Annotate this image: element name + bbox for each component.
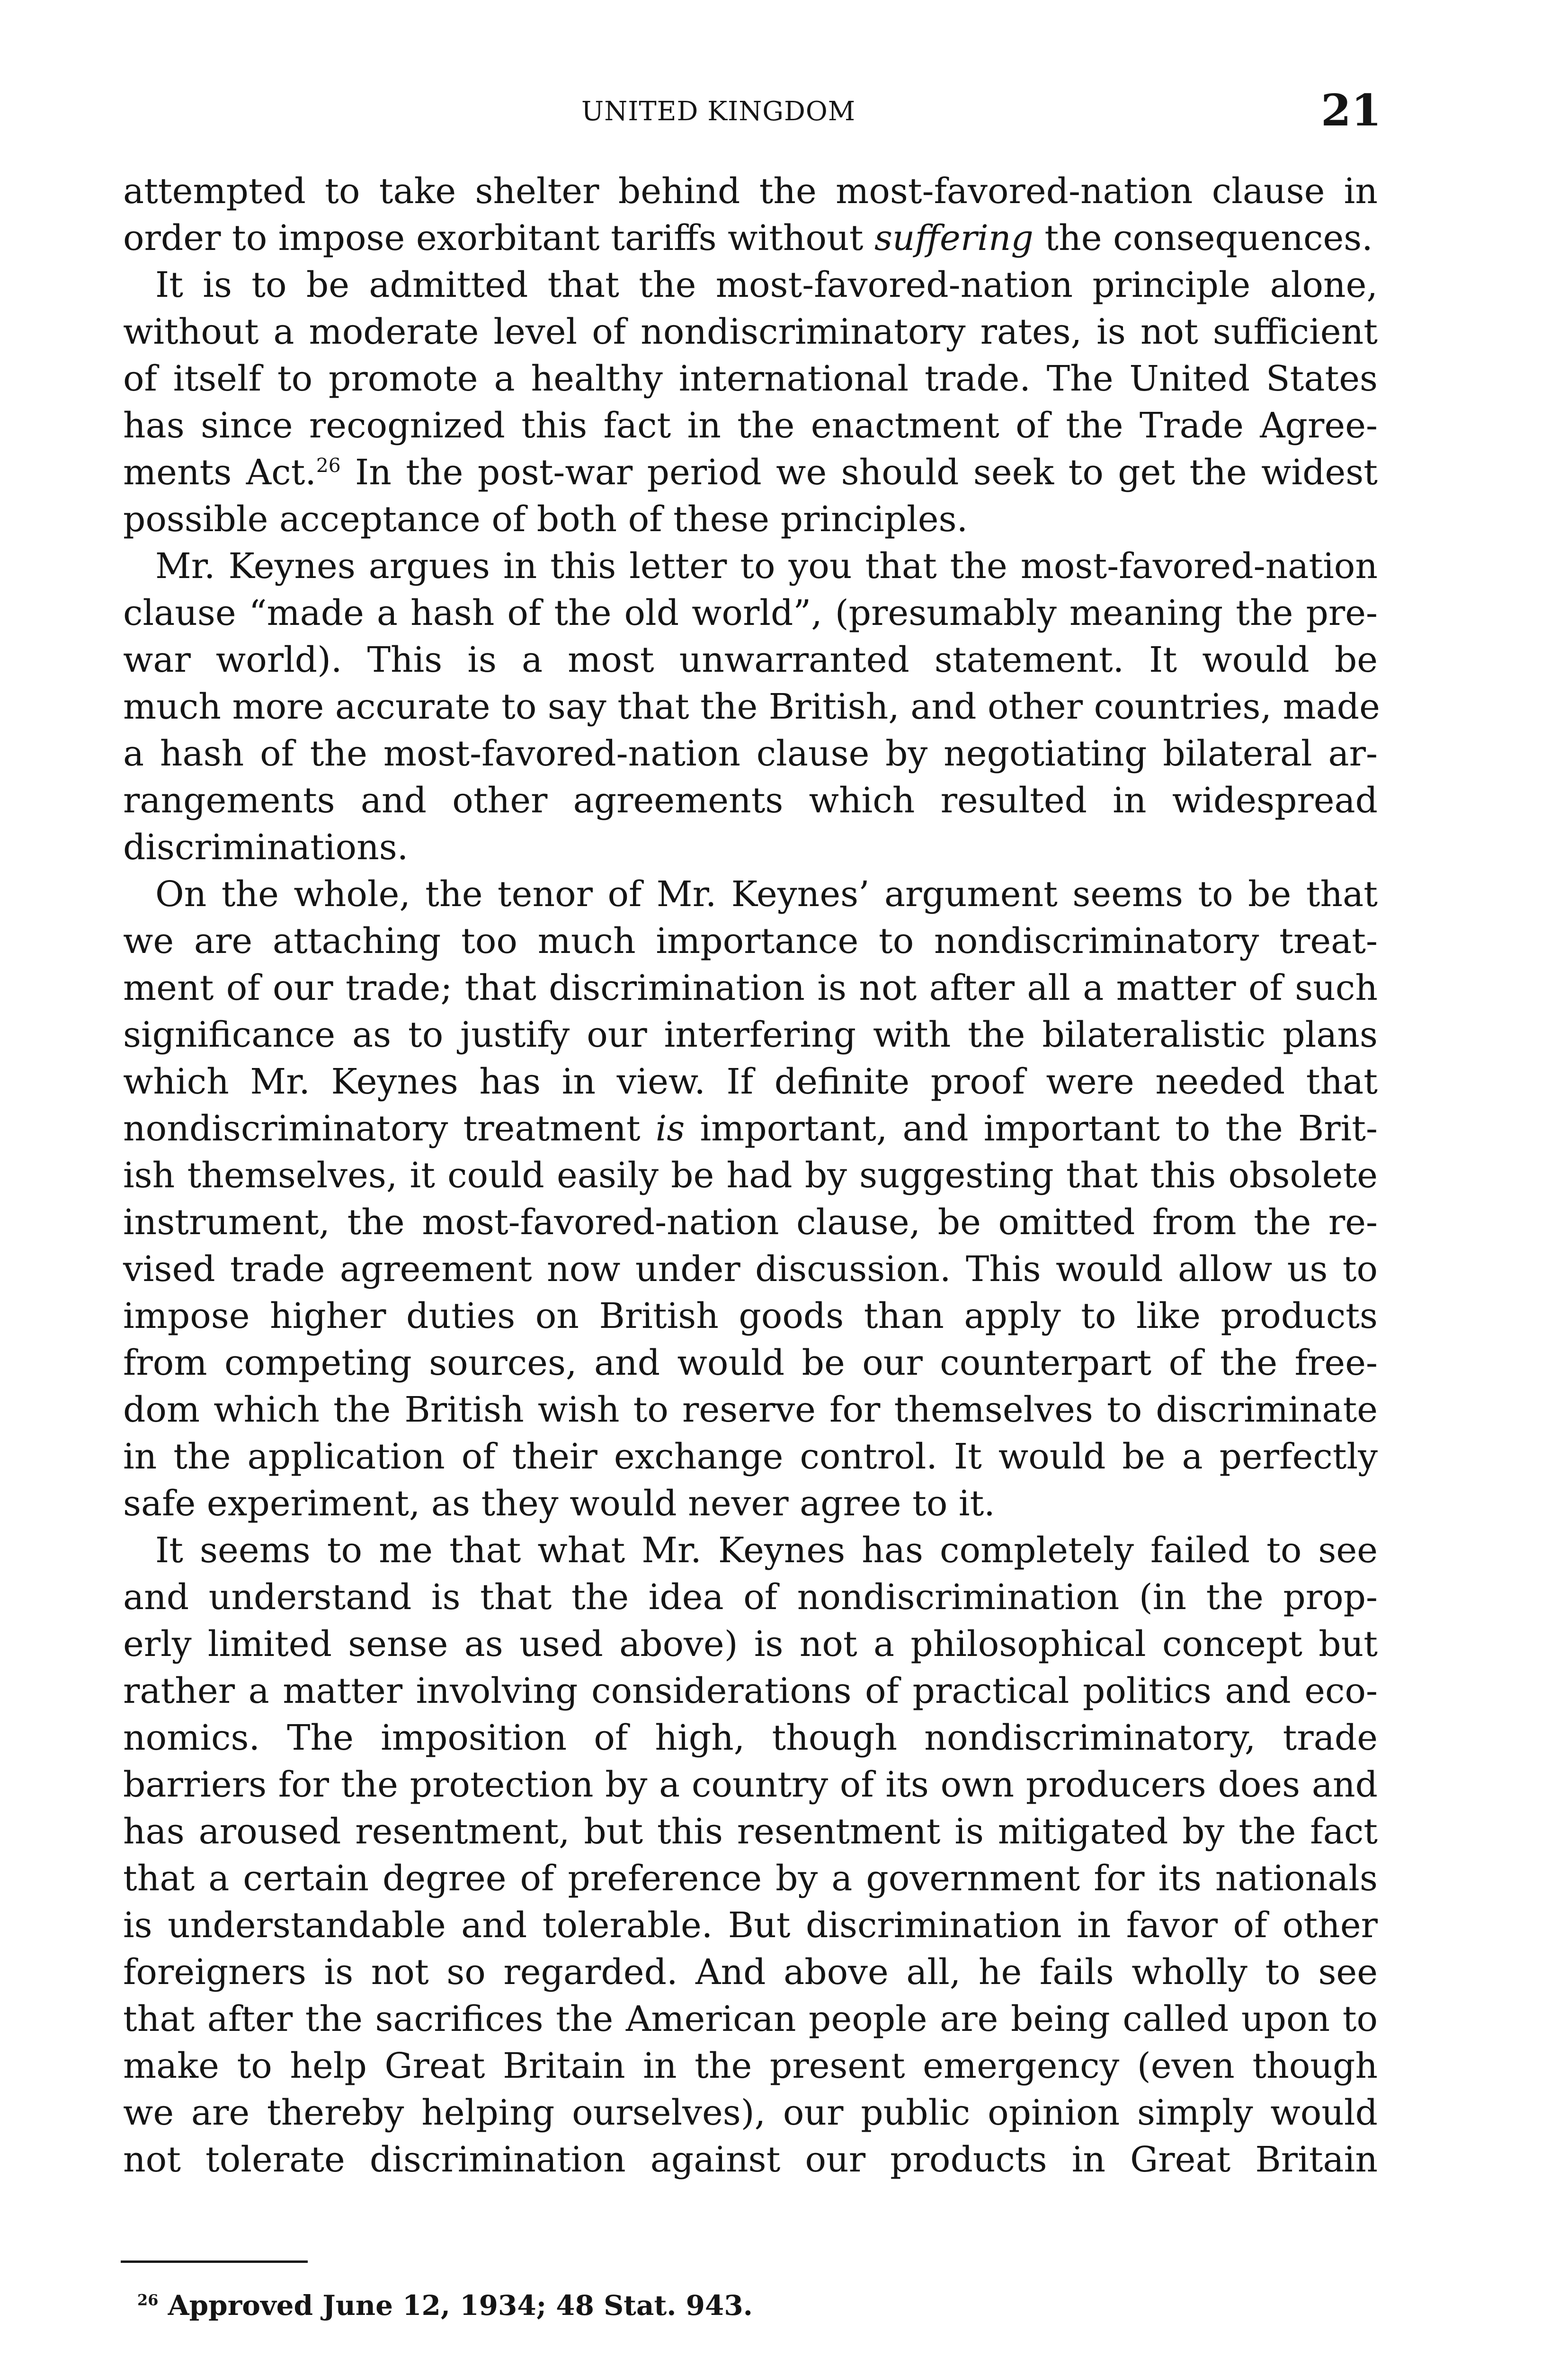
text-line: safe experiment, as they would never agree to it. [123,1483,995,1524]
paragraph-start-line: It is to be admitted that the most-favored-nation principle alone, [155,265,1378,305]
text-line: war world). This is a most unwarranted statement. It would be [123,640,1378,680]
text-line: without a moderate level of nondiscriminatory rates, is not sufficient [123,311,1378,352]
text-line: has since recognized this fact in the enactment of the Trade Agree- [123,405,1378,446]
text-line: not tolerate discrimination against our products in Great Britain [123,2139,1378,2180]
paragraph-start-line: Mr. Keynes argues in this letter to you that the most-favored-nation [155,546,1378,587]
body-text [123,168,1378,2183]
text-line: erly limited sense as used above) is not a philosophical concept but [123,1624,1378,1664]
text-line: ish themselves, it could easily be had by suggesting that this obsolete [123,1155,1378,1196]
text-line: foreigners is not so regarded. And above all, he fails wholly to see [123,1952,1378,1993]
text-line: which Mr. Keynes has in view. If definite proof were needed that [123,1061,1378,1102]
text-line: we are thereby helping ourselves), our public opinion simply would [123,2092,1378,2133]
footnote-divider [121,2260,308,2263]
italic-word: is [655,1108,685,1149]
paragraph-start-line: It seems to me that what Mr. Keynes has completely failed to see [155,1530,1378,1571]
text-line: possible acceptance of both of these principles. [123,499,968,540]
text-line: clause “made a hash of the old world”, (presumably meaning the pre- [123,593,1378,633]
text-line: ments Act.$^{26}$ In the post-war period we should seek to get the widest [123,452,1378,493]
text-line: make to help Great Britain in the present emergency (even though [123,2046,1378,2086]
footnote-reference: 26 [316,454,341,477]
text-line: that after the sacrifices the American people are being called upon to [123,1999,1378,2039]
text-line: nomics. The imposition of high, though nondiscriminatory, trade [123,1717,1378,1758]
text-line: order to impose exorbitant tariffs without suffering the consequences. [123,218,1373,258]
text-line: of itself to promote a healthy international trade. The United States [123,358,1378,399]
text-line: significance as to justify our interfering with the bilateralistic plans [123,1014,1378,1055]
text-line: vised trade agreement now under discussion. This would allow us to [123,1249,1378,1290]
text-line: barriers for the protection by a country of its own producers does and [123,1764,1378,1805]
page-number: 21 [1321,85,1382,136]
text-line: has aroused resentment, but this resentment is mitigated by the fact [123,1811,1378,1852]
text-line: and understand is that the idea of nondiscrimination (in the prop- [123,1577,1378,1618]
text-line: discriminations. [123,827,409,868]
text-line: instrument, the most-favored-nation clause, be omitted from the re- [123,1202,1378,1243]
text-line: is understandable and tolerable. But discrimination in favor of other [123,1905,1378,1946]
paragraph-start-line: On the whole, the tenor of Mr. Keynes’ argument seems to be that [155,874,1378,915]
footnote-marker: 26 [137,2291,159,2309]
text-line: a hash of the most-favored-nation clause by negotiating bilateral ar- [123,733,1378,774]
text-line: attempted to take shelter behind the most-favored-nation clause in [123,171,1378,212]
footnote-text: Approved June 12, 1934; 48 Stat. 943. [168,2289,753,2322]
italic-word: suffering [874,218,1033,258]
text-line: rangements and other agreements which resulted in widespread [123,780,1378,821]
text-line: we are attaching too much importance to nondiscriminatory treat- [123,921,1378,961]
text-line: dom which the British wish to reserve for themselves to discriminate [123,1389,1378,1430]
text-line: nondiscriminatory treatment is important, and important to the Brit- [123,1108,1378,1149]
footnote [137,2287,753,2324]
text-line: impose higher duties on British goods than apply to like products [123,1296,1378,1336]
text-line: from competing sources, and would be our counterpart of the free- [123,1343,1378,1383]
text-line: in the application of their exchange control. It would be a perfectly [123,1436,1378,1477]
text-line: ment of our trade; that discrimination is not after all a matter of such [123,968,1378,1008]
text-line: rather a matter involving considerations of practical politics and eco- [123,1671,1378,1711]
running-head: UNITED KINGDOM [581,96,856,127]
text-line: much more accurate to say that the British, and other countries, made [123,686,1380,727]
text-line: that a certain degree of preference by a government for its nationals [123,1858,1378,1899]
